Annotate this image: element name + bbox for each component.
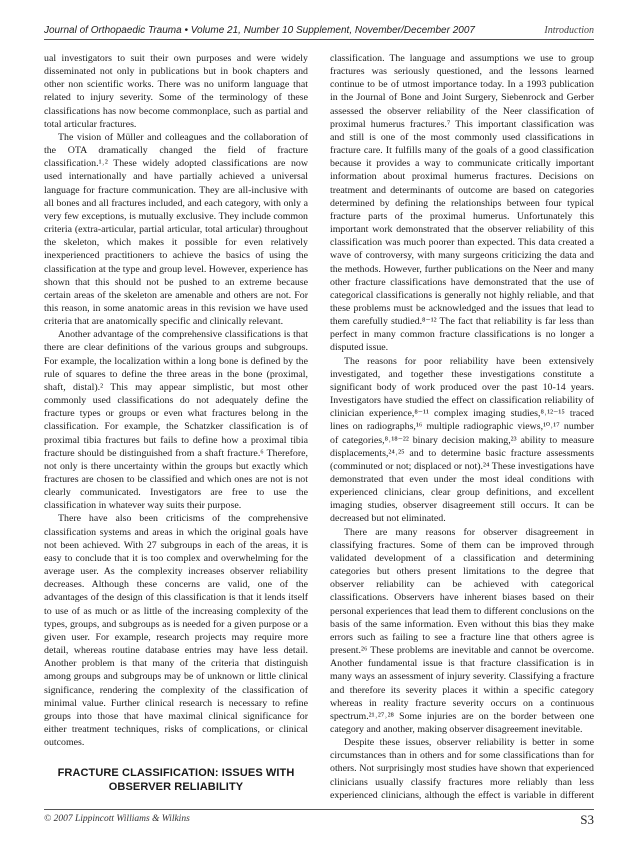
journal-citation: Journal of Orthopaedic Trauma • Volume 21, Number 10 Supplement, November/December 2007 (44, 25, 475, 36)
body-columns (44, 52, 594, 800)
paragraph: The reasons for poor reliability have been extensively investigated, and together these investigations constitute a significant body of work produced over the past 10-14 years. Investigators have studied the effect on classification reliability of clinician experience,⁸⁻¹¹ complex imaging studies,⁸˒¹²⁻¹⁵ traced lines on radiographs,¹⁶ multiple radiographic views,¹⁰˒¹⁷ number of categories,⁸˒¹⁸⁻²² binary decision making,²³ ability to measure displacements,²⁴˒²⁵ and to determine basic fracture assessments (comminuted or not; displaced or not).²⁴ These investigations have demonstrated that even under the most ideal conditions with experienced clinicians, clear group definitions, and excellent imaging studies, observer disagreement still occurs. It can be decreased but not eliminated. (330, 355, 594, 525)
paragraph: The vision of Müller and colleagues and the collaboration of the OTA dramatically changed the field of fracture classification.¹˒² These widely adopted classifications are now used internationally and have partially achieved a universal language for fracture communication. They are all-inclusive with all bones and all fractures included, and each category, with only a very few exceptions, is mutually exclusive. They include common criteria (extra-articular, partial articular, total articular) throughout the skeleton, which makes it possible for even relatively inexperienced practitioners to achieve the basics of using the classification at the type and group level. However, experience has shown that this should not be pushed to an extreme because certain areas of the skeleton are amenable and others are not. For this reason, in some anatomic areas in this revision we have used criteria that are anatomically specific and clinically relevant. (44, 131, 308, 328)
paragraph: There have also been criticisms of the comprehensive classification systems and areas in which the original goals have not been achieved. With 27 subgroups in each of the areas, it is easy to conclude that it is too complex and overwhelming for the average user. As the complexity increases observer reliability decreases. Although these concerns are valid, one of the advantages of the design of this classification is that it lends itself to use of as much or as little of the increasing complexity of the types, groups, and subgroups as is needed for a given purpose or a given user. For example, research projects may require more detail, whereas routine database entries may have less detail. Another problem is that many of the criteria that distinguish among groups and subgroups may be of unknown or little clinical significance, rendering the complexity of the classification of minimal value. Further clinical research is necessary to refine groups into those that have maximal clinical significance for either treatment techniques, risks of complications, or clinical outcomes. (44, 513, 308, 749)
page-number: S3 (580, 812, 594, 827)
paragraph: There are many reasons for observer disagreement in classifying fractures. Some of them can be improved through validated development of a classification and determining categories but others present limitations to the degree that observer reliability can be achieved with categorical classifications. Observers have inherent biases based on their personal experiences that lead them to different conclusions on the basis of the same information. Even without this bias they make errors such as failing to see a fracture line that others agree is present.²⁶ These problems are inevitable and cannot be overcome. Another fundamental issue is that fracture classification is in many ways an assessment of injury severity. Classifying a fracture and therefore its severity places it within a specific category whereas in reality fracture severity occurs on a continuous spectrum.²¹˒²⁷˒²⁸ Some injuries are on the border between one category and another, making observer disagreement inevitable. (330, 526, 594, 735)
paragraph: Another advantage of the comprehensive classifications is that there are clear definitions of the various groups and subgroups. For example, the localization within a long bone is defined by the rule of squares to define the three areas in the bone (proximal, shaft, distal).² This may appear simplistic, but most other commonly used classifications do not adequately define the fracture types or groups or even what fractures belong in the classification. For example, the Schatzker classification is of proximal tibia fractures but fails to define how a proximal tibia fracture should be distinguished from a shaft fracture.⁶ Therefore, not only is there uncertainty within the groups but exactly which fractures are chosen to be classified and which ones are not is not clearly communicated. Investigators are free to use the classification in whatever way suits their purpose. (44, 329, 308, 512)
running-header (44, 18, 594, 40)
section-label: Introduction (544, 25, 594, 36)
section-heading: FRACTURE CLASSIFICATION: ISSUES WITH OBSERVER RELIABILITY (57, 767, 295, 794)
right-column (330, 52, 594, 800)
copyright-notice: © 2007 Lippincott Williams & Wilkins (44, 814, 190, 824)
left-column (44, 52, 308, 800)
paragraph: ual investigators to suit their own purposes and were widely disseminated not only in publications but in book chapters and other non scientific works. There was no uniform language that related to injury severity. Some of the terminology of these classifications has now become commonplace, such as partial and total articular fractures. (44, 53, 308, 130)
paragraph: Despite these issues, observer reliability is better in some circumstances than in others and for some classifications than for others. Not surprisingly most studies have shown that experienced clinicians usually classify fractures more reliably than less experienced clinicians, although the effect is variable in different (330, 737, 594, 800)
page-footer (44, 809, 594, 830)
paragraph: classification. The language and assumptions we use to group fractures was seriously questioned, and the lessons learned continue to be of utmost importance today. In a 1993 publication in the Journal of Bone and Joint Surgery, Siebenrock and Gerber assessed the observer reliability of the Neer classification of proximal humerus fractures.⁷ This important classification was and still is one of the most commonly used classifications in fracture care. It fulfills many of the goals of a good classification because it provides a way to communicate critically important information about proximal humerus fractures. Decisions on treatment and determinants of outcome are based on categories determined by defining the relationships between four typical fracture parts of the proximal humerus. Unfortunately this important work demonstrated that the observer reliability of this classification was much poorer than expected. This data created a wave of controversy, with many surgeons criticizing the data and the methods. However, further publications on the Neer and many other fracture classifications have demonstrated that the use of categorical classifications is generally not highly reliable, and that these problems must be acknowledged and the issues that lead to them carefully studied.⁸⁻¹² The fact that reliability is far less than perfect in many common fracture classifications is no longer a disputed issue. (330, 53, 594, 354)
